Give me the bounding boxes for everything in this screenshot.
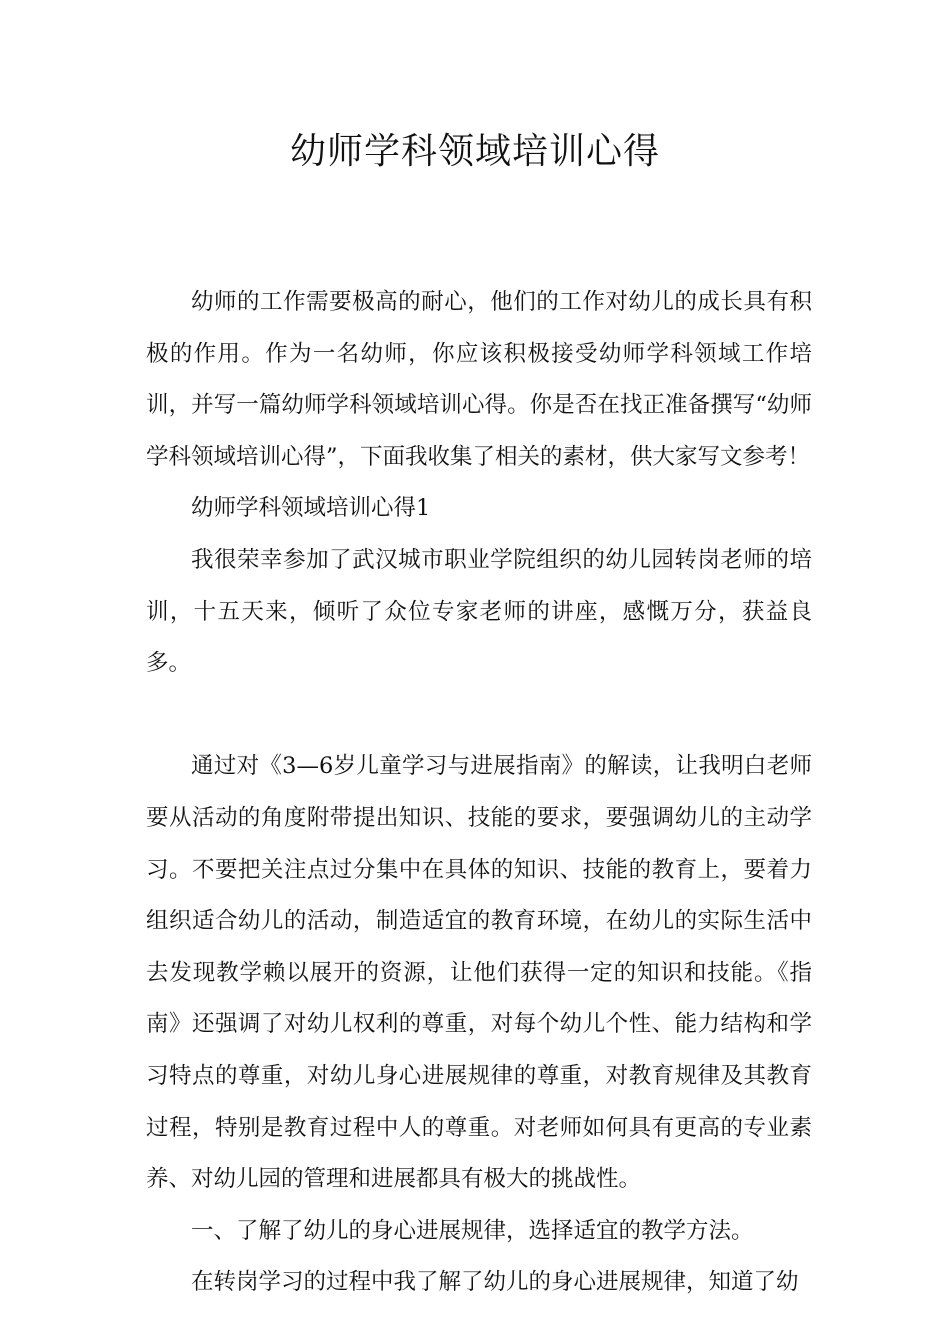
body-paragraph: 在转岗学习的过程中我了解了幼儿的身心进展规律，知道了幼 — [191, 1269, 799, 1296]
document-body — [146, 277, 812, 1309]
body-paragraph: 我很荣幸参加了武汉城市职业学院组织的幼儿园转岗老师的培训，十五天来，倾听了众位专家老师的讲座，感慨万分，获益良多。 — [146, 546, 812, 677]
paragraph-gap — [146, 690, 812, 742]
intro-paragraph: 幼师的工作需要极高的耐心，他们的工作对幼儿的成长具有积极的作用。作为一名幼师，你应该积极接受幼师学科领域工作培训，并写一篇幼师学科领域培训心得。你是否在找正准备撰写“幼师学科领域培训心得”，下面我收集了相关的素材，供大家写文参考！ — [146, 289, 812, 470]
subsection-heading: 一、了解了幼儿的身心进展规律，选择适宜的教学方法。 — [191, 1217, 754, 1244]
section-heading: 幼师学科领域培训心得1 — [191, 495, 431, 522]
body-paragraph: 通过对《3—6岁儿童学习与进展指南》的解读，让我明白老师要从活动的角度附带提出知识、技能的要求，要强调幼儿的主动学习。不要把关注点过分集中在具体的知识、技能的教育上，要着力组织适合幼儿的活动，制造适宜的教育环境，在幼儿的实际生活中去发现教学赖以展开的资源，让他们获得一定的知识和技能。《指南》还强调了对幼儿权利的尊重，对每个幼儿个性、能力结构和学习特点的尊重，对幼儿身心进展规律的尊重，对教育规律及其教育过程，特别是教育过程中人的尊重。对老师如何具有更高的专业素养、对幼儿园的管理和进展都具有极大的挑战性。 — [146, 753, 812, 1193]
document-title: 幼师学科领域培训心得 — [289, 131, 660, 172]
